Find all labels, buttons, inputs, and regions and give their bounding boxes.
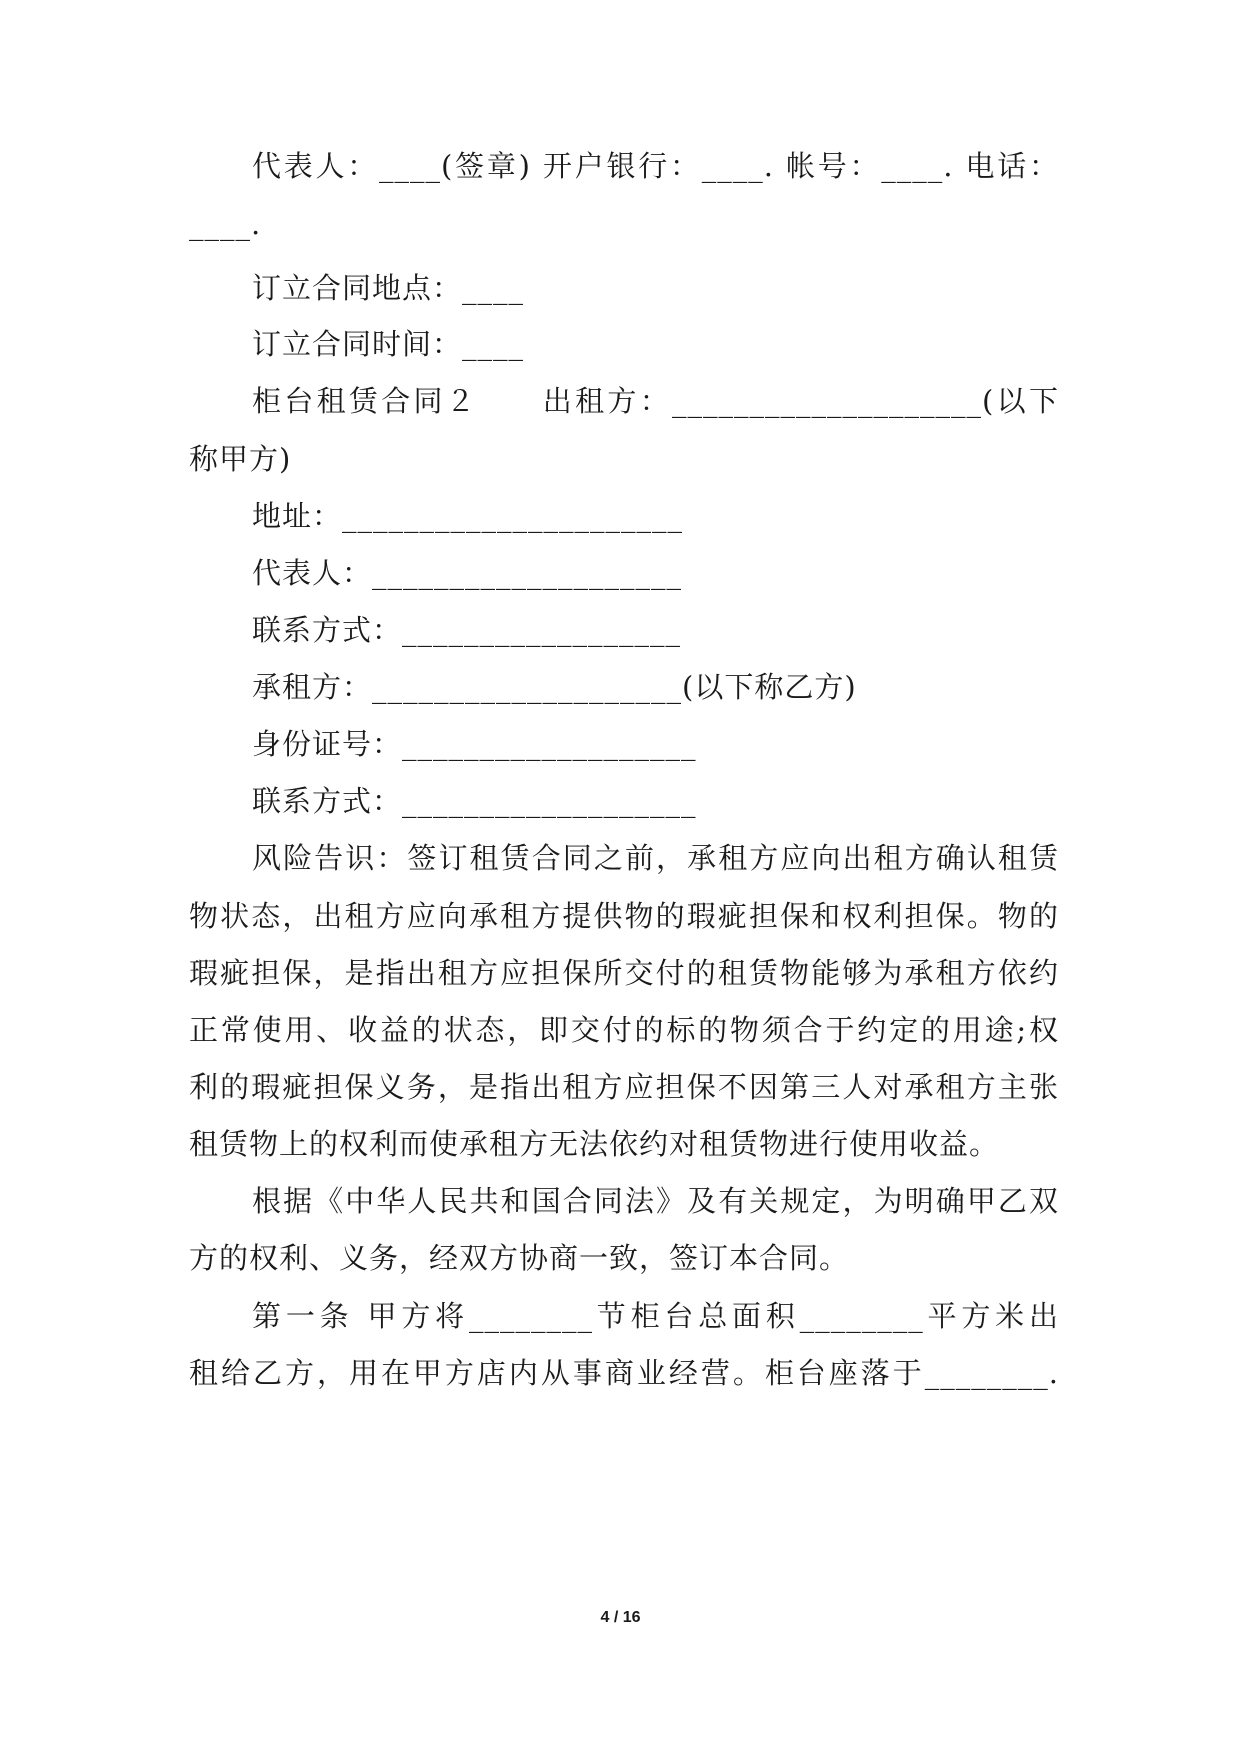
text-line: 根据《中华人民共和国合同法》及有关规定，为明确甲乙双 <box>252 1184 1059 1218</box>
text-line: 订立合同地点：____ <box>252 271 525 305</box>
text-line: 订立合同时间：____ <box>252 327 525 361</box>
text-line: 联系方式：__________________ <box>252 613 682 647</box>
text-line: 方的权利、义务，经双方协商一致，签订本合同。 <box>189 1241 850 1275</box>
page-number: 4 / 16 <box>600 1609 641 1626</box>
text-line: 联系方式：___________________ <box>252 784 697 818</box>
text-line: 地址：______________________ <box>252 499 684 533</box>
text-line: 利的瑕疵担保义务，是指出租方应担保不因第三人对承租方主张 <box>189 1070 1059 1104</box>
text-line: 正常使用、收益的状态，即交付的标的物须合于约定的用途;权 <box>189 1013 1059 1047</box>
text-line: 代表人：____________________ <box>252 556 683 590</box>
text-line: 第一条 甲方将________节柜台总面积________平方米出 <box>252 1299 1059 1333</box>
text-line: 风险告识：签订租赁合同之前，承租方应向出租方确认租赁 <box>252 841 1059 875</box>
text-line: 瑕疵担保，是指出租方应担保所交付的租赁物能够为承租方依约 <box>189 956 1059 990</box>
text-line: 租赁物上的权利而使承租方无法依约对租赁物进行使用收益。 <box>189 1127 1000 1161</box>
text-line: 物状态，出租方应向承租方提供物的瑕疵担保和权利担保。物的 <box>189 899 1059 933</box>
text-line: 租给乙方，用在甲方店内从事商业经营。柜台座落于________. <box>189 1356 1059 1390</box>
text-line: 柜台租赁合同２ 出租方：____________________(以下 <box>252 384 1059 418</box>
text-line: ____. <box>189 207 262 241</box>
text-line: 称甲方) <box>189 442 292 476</box>
text-line: 身份证号：___________________ <box>252 727 697 761</box>
text-line: 承租方：____________________(以下称乙方) <box>252 670 857 704</box>
text-line: 代表人：____(签章) 开户银行：____. 帐号：____. 电话： <box>252 149 1059 183</box>
